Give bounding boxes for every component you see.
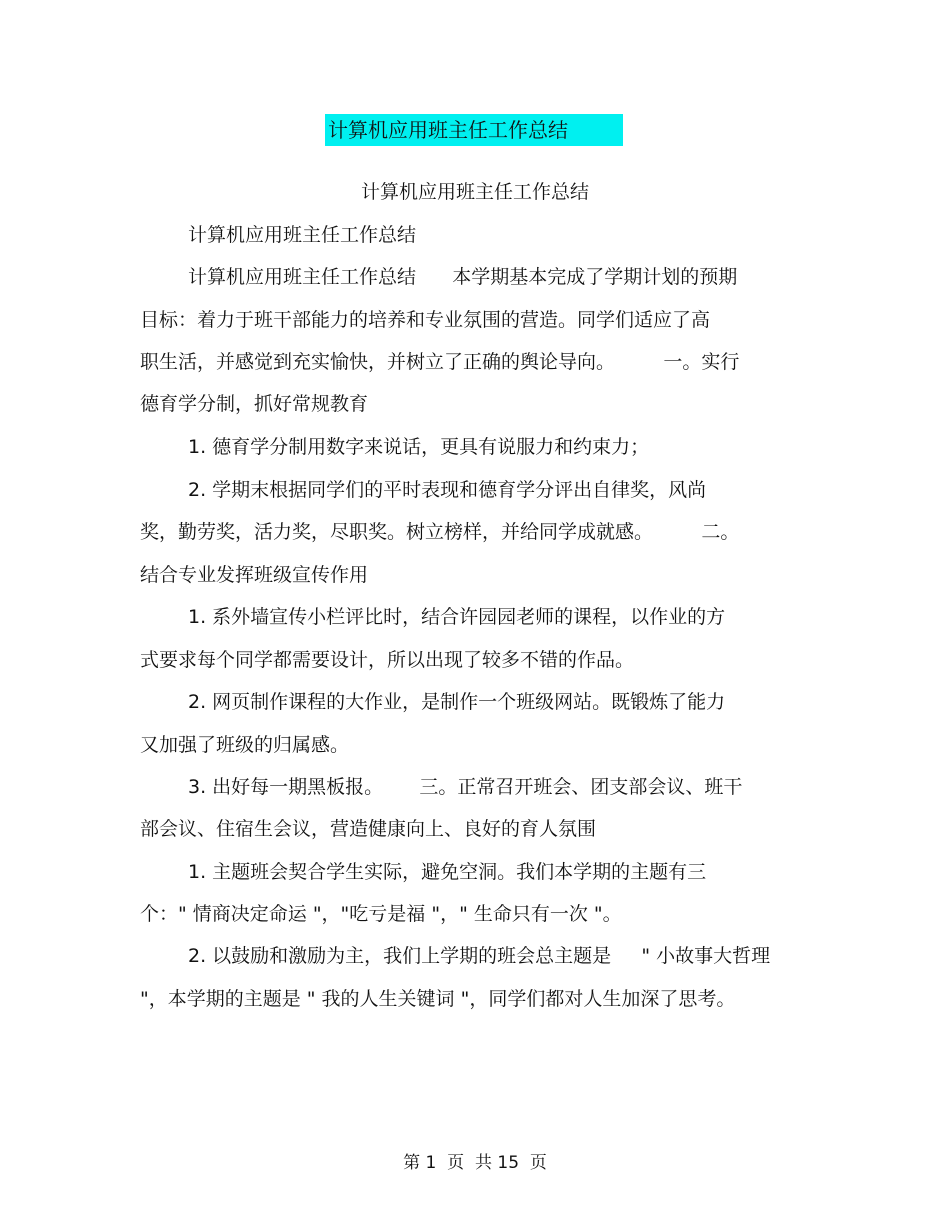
body-line: 2. 学期末根据同学们的平时表现和德育学分评出自律奖，风尚 (188, 479, 707, 501)
body-line: 目标：着力于班干部能力的培养和专业氛围的营造。同学们适应了高 (140, 309, 711, 331)
body-line: "，本学期的主题是 " 我的人生关键词 "，同学们都对人生加深了思考。 (140, 988, 736, 1010)
body-line: 奖，勤劳奖，活力奖，尽职奖。树立榜样，并给同学成就感。 二。 (140, 521, 740, 543)
page-title: 计算机应用班主任工作总结 (325, 114, 623, 146)
body-line: 1. 主题班会契合学生实际，避免空洞。我们本学期的主题有三 (188, 861, 707, 883)
body-line: 德育学分制，抓好常规教育 (140, 393, 369, 415)
body-line: 3. 出好每一期黑板报。 三。正常召开班会、团支部会议、班干 (188, 776, 743, 798)
body-line: 2. 以鼓励和激励为主，我们上学期的班会总主题是 " 小故事大哲理 (188, 945, 771, 967)
body-line: 又加强了班级的归属感。 (140, 734, 350, 756)
body-line: 职生活，并感觉到充实愉快，并树立了正确的舆论导向。 一。实行 (140, 351, 740, 373)
page-footer: 第 1 页 共 15 页 (403, 1153, 547, 1173)
body-line: 1. 德育学分制用数字来说话，更具有说服力和约束力； (188, 436, 650, 458)
body-line: 式要求每个同学都需要设计，所以出现了较多不错的作品。 (140, 649, 635, 671)
body-line: 部会议、住宿生会议，营造健康向上、良好的育人氛围 (140, 818, 597, 840)
document-subtitle: 计算机应用班主任工作总结 (360, 181, 589, 203)
body-line: 计算机应用班主任工作总结 (188, 224, 417, 246)
body-line: 2. 网页制作课程的大作业，是制作一个班级网站。既锻炼了能力 (188, 691, 726, 713)
body-line: 结合专业发挥班级宣传作用 (140, 564, 369, 586)
body-line: 1. 系外墙宣传小栏评比时，结合许园园老师的课程，以作业的方 (188, 606, 726, 628)
body-line: 计算机应用班主任工作总结 本学期基本完成了学期计划的预期 (188, 266, 738, 288)
body-line: 个：" 情商决定命运 "，"吃亏是福 "，" 生命只有一次 "。 (140, 903, 622, 925)
